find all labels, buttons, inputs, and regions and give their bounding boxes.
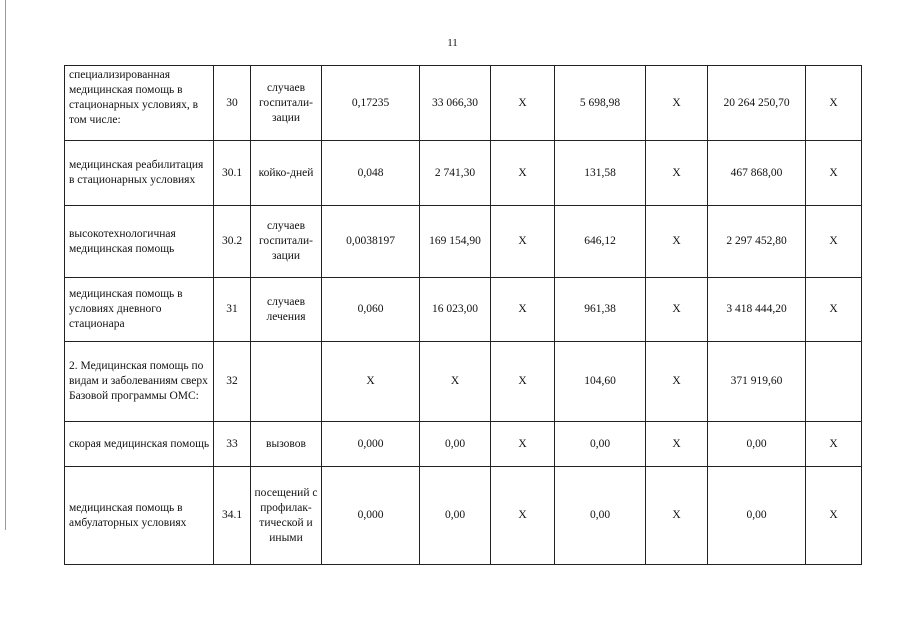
- cell-value: 0,000: [322, 422, 420, 467]
- row-unit: случаев лечения: [251, 278, 322, 342]
- cell-value: 0,00: [420, 422, 491, 467]
- cell-value: X: [491, 422, 555, 467]
- row-unit: койко-дней: [251, 141, 322, 206]
- cell-value: 20 264 250,70: [708, 66, 806, 141]
- cell-value: X: [322, 342, 420, 422]
- cell-value: X: [491, 66, 555, 141]
- cell-value: X: [491, 342, 555, 422]
- cell-value: 0,00: [708, 467, 806, 565]
- cell-value: X: [806, 66, 862, 141]
- row-unit: вызовов: [251, 422, 322, 467]
- cell-value: X: [646, 467, 708, 565]
- cell-value: X: [806, 422, 862, 467]
- row-code: 32: [214, 342, 251, 422]
- row-name: скорая медицинская помощь: [65, 422, 214, 467]
- cell-value: 0,048: [322, 141, 420, 206]
- cell-value: 104,60: [555, 342, 646, 422]
- cell-value: 2 741,30: [420, 141, 491, 206]
- cell-value: 3 418 444,20: [708, 278, 806, 342]
- cell-value: X: [491, 278, 555, 342]
- row-name: 2. Медицинская помощь по видам и заболеваниям сверх Базовой программы ОМС:: [65, 342, 214, 422]
- cell-value: 5 698,98: [555, 66, 646, 141]
- cell-value: 131,58: [555, 141, 646, 206]
- cell-value: 0,060: [322, 278, 420, 342]
- cell-value: X: [491, 141, 555, 206]
- table-row: [65, 342, 862, 422]
- cell-value: X: [646, 66, 708, 141]
- row-name: медицинская реабилитация в стационарных условиях: [65, 141, 214, 206]
- cell-value: X: [646, 278, 708, 342]
- row-code: 30.2: [214, 206, 251, 278]
- row-code: 33: [214, 422, 251, 467]
- cell-value: X: [806, 278, 862, 342]
- row-name: медицинская помощь в условиях дневного стационара: [65, 278, 214, 342]
- cell-value: X: [646, 141, 708, 206]
- table-row: [65, 141, 862, 206]
- row-name: высокотехнологичная медицинская помощь: [65, 206, 214, 278]
- row-code: 30: [214, 66, 251, 141]
- cell-value: 16 023,00: [420, 278, 491, 342]
- cell-value: X: [646, 342, 708, 422]
- table-row: [65, 206, 862, 278]
- cell-value: 0,00: [555, 467, 646, 565]
- cell-value: 0,00: [555, 422, 646, 467]
- row-unit: случаев госпитали-зации: [251, 206, 322, 278]
- row-code: 31: [214, 278, 251, 342]
- cell-value: 169 154,90: [420, 206, 491, 278]
- cell-value: 0,00: [420, 467, 491, 565]
- cell-value: X: [491, 467, 555, 565]
- table-row: [65, 278, 862, 342]
- row-name: специализированная медицинская помощь в стационарных условиях, в том числе:: [65, 66, 214, 141]
- cell-value: 961,38: [555, 278, 646, 342]
- row-name: медицинская помощь в амбулаторных условиях: [65, 467, 214, 565]
- cell-value: 646,12: [555, 206, 646, 278]
- table-row: [65, 422, 862, 467]
- row-unit: посещений с профилак-тической и иными: [251, 467, 322, 565]
- cell-value: 0,17235: [322, 66, 420, 141]
- table-row: [65, 66, 862, 141]
- financing-table: [64, 65, 862, 565]
- cell-value: 371 919,60: [708, 342, 806, 422]
- row-code: 34.1: [214, 467, 251, 565]
- cell-value: 0,000: [322, 467, 420, 565]
- cell-value: X: [646, 422, 708, 467]
- cell-value: [806, 342, 862, 422]
- row-unit: [251, 342, 322, 422]
- cell-value: X: [491, 206, 555, 278]
- cell-value: X: [420, 342, 491, 422]
- cell-value: X: [806, 141, 862, 206]
- cell-value: 33 066,30: [420, 66, 491, 141]
- cell-value: 2 297 452,80: [708, 206, 806, 278]
- scan-margin-line: [5, 0, 6, 530]
- cell-value: 0,0038197: [322, 206, 420, 278]
- cell-value: X: [806, 206, 862, 278]
- page-number: 11: [447, 37, 458, 49]
- cell-value: 0,00: [708, 422, 806, 467]
- cell-value: X: [806, 467, 862, 565]
- row-unit: случаев госпитали-зации: [251, 66, 322, 141]
- table-row: [65, 467, 862, 565]
- row-code: 30.1: [214, 141, 251, 206]
- cell-value: 467 868,00: [708, 141, 806, 206]
- cell-value: X: [646, 206, 708, 278]
